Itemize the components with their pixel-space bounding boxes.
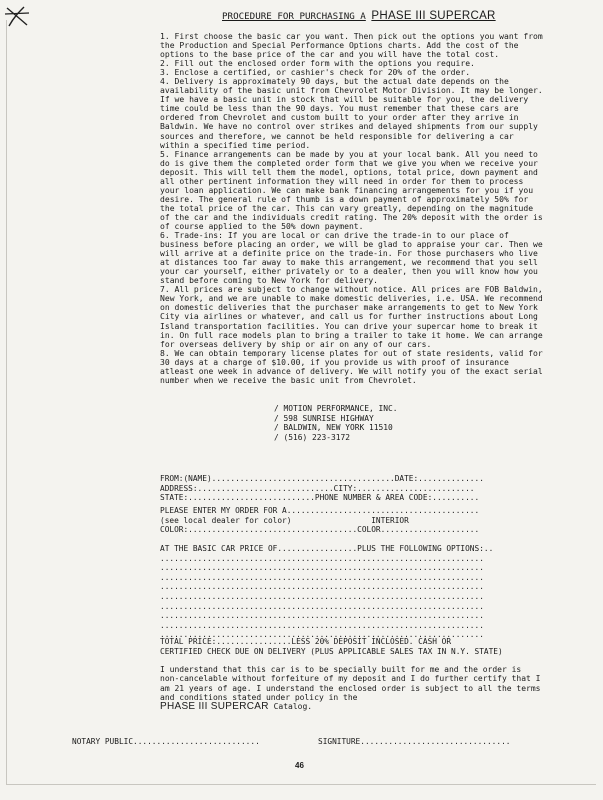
option-line[interactable]: ..................................................................... <box>160 572 484 582</box>
option-line[interactable]: ..................................................................... <box>160 553 484 563</box>
options-header: AT THE BASIC CAR PRICE OF.................PLUS THE FOLLOWING OPTIONS:.. <box>160 544 494 553</box>
procedure-item-1: 1. First choose the basic car you want. Then pick out the options you want from the Production and Special Performance Options charts. Add the cost of the options to the base price of the car and you will have the total cost. <box>160 32 543 60</box>
agreement-section <box>160 665 544 711</box>
total-section <box>160 637 546 656</box>
dealer-name: / MOTION PERFORMANCE, INC. <box>274 404 514 414</box>
total-price-field[interactable]: TOTAL PRICE:................LESS 20% DEPOSIT INCLOSED. CASH OR <box>160 637 452 646</box>
option-line[interactable]: ..................................................................... <box>160 563 484 573</box>
scan-edge-left <box>6 20 7 785</box>
signiture-field[interactable]: SIGNITURE................................ <box>318 737 511 746</box>
options-section <box>160 544 546 640</box>
procedure-item-8: 8. We can obtain temporary license plates for out of state residents, valid for 30 days at a charge of $10.00, if you provide us with proof of insurance atleast one week in advance of delivery. We will notify you of the exact serial number when we receive the basic unit from Chevrolet. <box>160 348 543 385</box>
dealer-address-block <box>274 404 514 442</box>
procedure-item-3: 3. Enclose a certified, or cashier's check for 20% of the order. <box>160 68 471 78</box>
catalog-name: PHASE III SUPERCAR <box>160 701 269 712</box>
page-number: 46 <box>295 761 304 770</box>
agreement-text: I understand that this car is to be specially built for me and the order is non-cancelable without forfeiture of my deposit and I do further certify that I am 21 years of age. I understand the enclosed order is subject to all the terms and conditions stated under policy in the <box>160 665 541 702</box>
option-line[interactable]: ..................................................................... <box>160 601 484 611</box>
procedure-item-2: 2. Fill out the enclosed order form with the options you require. <box>160 59 475 69</box>
title-main: PHASE III SUPERCAR <box>371 10 496 22</box>
state-phone-field[interactable]: STATE:...........................PHONE NUMBER & AREA CODE:.......... <box>160 493 480 503</box>
procedure-item-7: 7. All prices are subject to change without notice. All prices are FOB Baldwin, New York, and we are unable to make domestic deliveries, i.e. USA. We recommend on domestic deliveries that the purchaser make arrangements to get to New York City via airlines or whatever, and call us for further instructions about Long Island transportation facilities. You can drive your supercar home to break it in. On full race models plan to bring a trailer to take it home. We can arrange for overseas delivery by ship or air on any of our cars. <box>160 285 543 349</box>
option-line[interactable]: ..................................................................... <box>160 582 484 592</box>
notary-public-field[interactable]: NOTARY PUBLIC........................... <box>72 737 260 746</box>
handwritten-x-mark <box>4 4 30 28</box>
color-note: (see local dealer for color) INTERIOR <box>160 515 409 525</box>
title-prefix: PROCEDURE FOR PURCHASING A <box>222 11 366 22</box>
option-line[interactable]: ..................................................................... <box>160 630 484 640</box>
procedure-item-6: 6. Trade-ins: If you are local or can drive the trade-in to our place of business before placing an order, we will be glad to appraise your car. Then we will arrive at a definite price on the trade-in. For those purchasers who live at distances too far away to make this arrangement, we recommend that you sell your car yourself, either privately or to a dealer, then you will know how you stand before coming to New York for delivery. <box>160 231 543 286</box>
option-line[interactable]: ..................................................................... <box>160 611 484 621</box>
order-model-field[interactable]: PLEASE ENTER MY ORDER FOR A......................................... <box>160 506 480 515</box>
from-name-date-field[interactable]: FROM:(NAME).......................................DATE:.............. <box>160 474 484 483</box>
procedure-list <box>160 32 544 385</box>
order-section <box>160 506 546 535</box>
customer-info-section <box>160 474 546 503</box>
dealer-street: / 598 SUNRISE HIGHWAY <box>274 414 514 424</box>
color-fields[interactable]: COLOR:....................................COLOR..................... <box>160 525 480 535</box>
certified-check-note: CERTIFIED CHECK DUE ON DELIVERY (PLUS APPLICABLE SALES TAX IN N.Y. STATE) <box>160 646 503 656</box>
scan-edge-bottom <box>6 784 596 785</box>
dealer-city: / BALDWIN, NEW YORK 11510 <box>274 423 514 433</box>
dealer-phone: / (516) 223-3172 <box>274 433 514 443</box>
option-line[interactable]: ..................................................................... <box>160 591 484 601</box>
option-line[interactable]: ..................................................................... <box>160 620 484 630</box>
procedure-item-5: 5. Finance arrangements can be made by you at your local bank. All you need to do is give them the completed order form that we give you when we receive your deposit. This will tell them the model, options, total price, down payment and all other pertinent information they will need in order for them to process your loan application. We can make bank financing arrangements for you if you desire. The general rule of thumb is a down payment of approximately 50% for the total price of the car. This can vary greatly, depending on the magnitude of the car and the individuals credit rating. The 20% deposit with the order is of course applied to the 50% down payment. <box>160 149 543 231</box>
catalog-suffix: Catalog. <box>273 702 313 712</box>
address-city-field[interactable]: ADDRESS:.............................CITY:......................... <box>160 483 475 493</box>
procedure-item-4: 4. Delivery is approximately 90 days, but the actual date depends on the availability of the basic unit from Chevrolet Motor Division. It may be longer. If we have a basic unit in stock that will be suitable for you, the delivery time could be less than the 90 days. You must remember that these cars are ordered from Chevrolet and custom built to your order after they arrive in Baldwin. We have no control over strikes and delayed shipments from our supply sources and therefore, we cannot be held responsible for delivering a car within a specified time period. <box>160 77 543 150</box>
page-title <box>222 10 552 22</box>
